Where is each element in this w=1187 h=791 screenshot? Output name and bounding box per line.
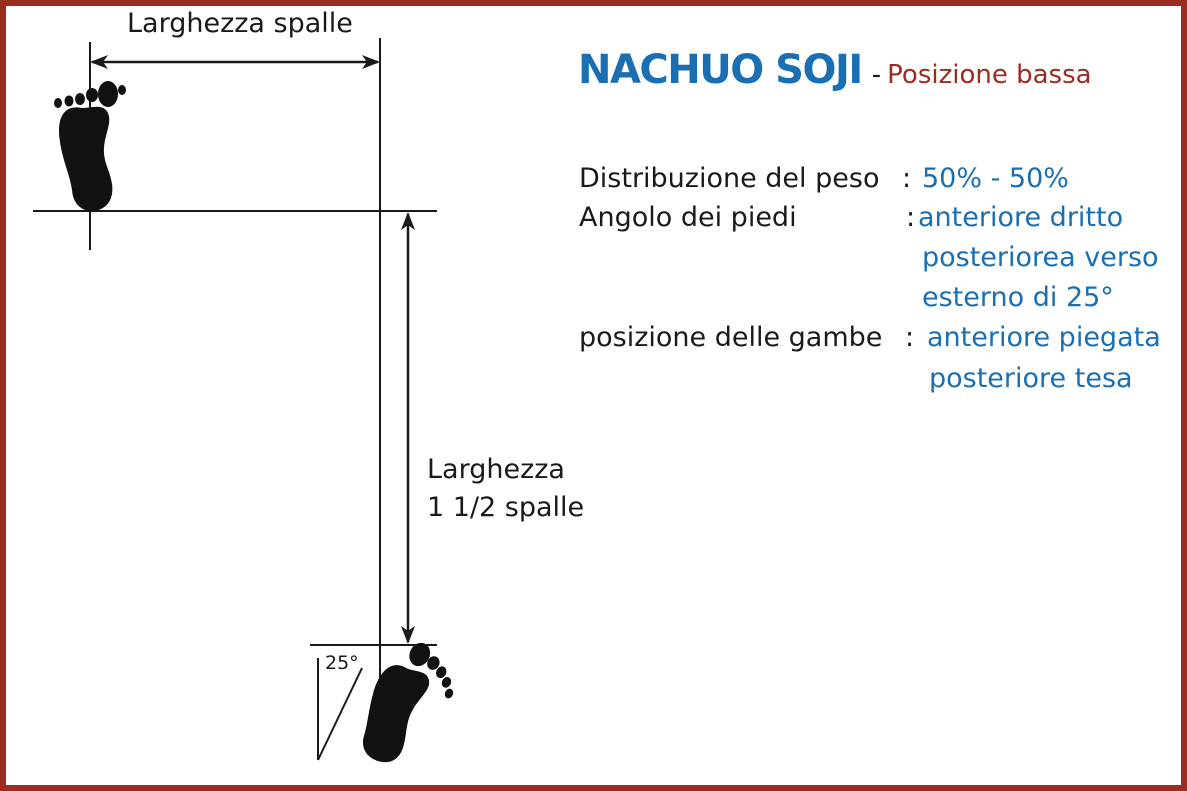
- page-title: [578, 47, 1092, 93]
- footprint-icon: [54, 81, 126, 211]
- stance-length-label-line2: 1 1/2 spalle: [427, 492, 585, 523]
- spec-colon-feet-angle: :: [906, 202, 916, 233]
- angle-label: 25°: [325, 652, 359, 674]
- stance-length-label-line1: Larghezza: [427, 454, 565, 485]
- title-separator: -: [871, 60, 882, 90]
- spec-value-feet-angle-1: anteriore dritto: [918, 202, 1124, 233]
- spec-value-legs-1: anteriore piegata: [927, 322, 1161, 353]
- title-main: NACHUO SOJI: [578, 47, 862, 93]
- spec-label-legs: posizione delle gambe: [579, 322, 883, 353]
- spec-value-legs-2: posteriore tesa: [929, 363, 1133, 394]
- spec-value-feet-angle-2: posteriorea verso: [922, 242, 1159, 273]
- spec-value-feet-angle-3: esterno di 25°: [922, 282, 1114, 313]
- footprint-icon: [347, 632, 467, 778]
- spec-label-feet-angle: Angolo dei piedi: [579, 202, 797, 233]
- angle-diagonal-line: [318, 668, 362, 760]
- spec-colon-weight: :: [902, 163, 912, 194]
- spec-colon-legs: :: [905, 322, 915, 353]
- spec-label-weight: Distribuzione del peso: [579, 163, 880, 194]
- shoulder-width-label: Larghezza spalle: [127, 8, 353, 39]
- spec-value-weight: 50% - 50%: [922, 163, 1069, 194]
- title-subtitle: Posizione bassa: [887, 60, 1092, 90]
